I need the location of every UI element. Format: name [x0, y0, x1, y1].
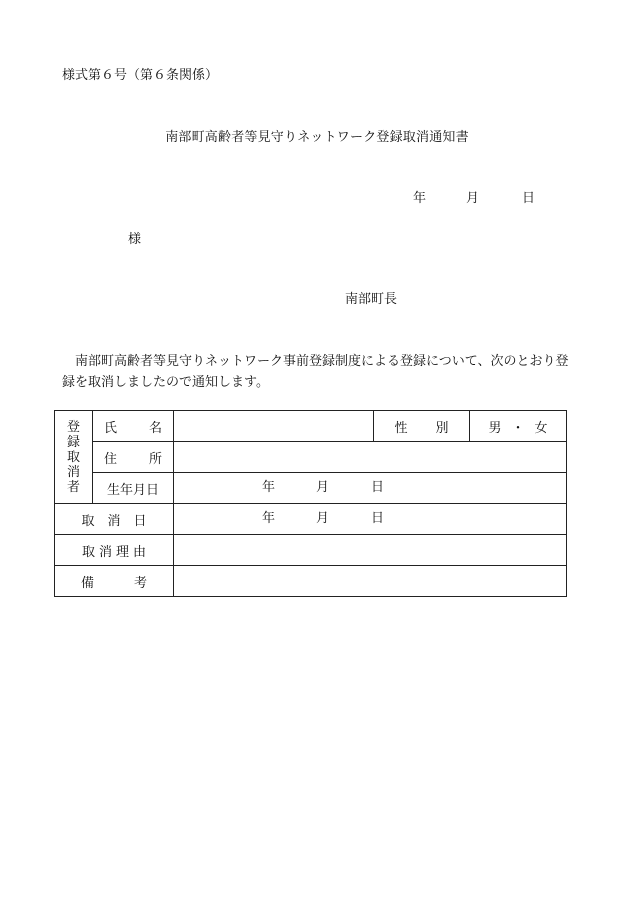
cancel-date-field[interactable]: 年 月 日	[174, 504, 567, 535]
remarks-field[interactable]	[174, 566, 567, 597]
table-row	[55, 535, 567, 566]
address-label: 住 所	[93, 442, 174, 473]
table-row	[55, 442, 567, 473]
name-field[interactable]	[174, 411, 374, 442]
cancel-reason-label: 取 消 理 由	[55, 535, 174, 566]
sender-name: 南部町長	[345, 292, 398, 307]
issue-date-day: 日	[522, 191, 536, 206]
addressee-honorific: 様	[128, 232, 142, 247]
issue-date-month: 月	[466, 191, 480, 206]
birthdate-field[interactable]: 年 月 日	[174, 473, 567, 504]
gender-label: 性 別	[374, 411, 470, 442]
form-number: 様式第６号（第６条関係）	[62, 68, 219, 83]
remarks-label: 備 考	[55, 566, 174, 597]
birthdate-label: 生年月日	[93, 473, 174, 504]
table-row	[55, 566, 567, 597]
cancel-date-label: 取 消 日	[55, 504, 174, 535]
table-row	[55, 473, 567, 504]
table-row	[55, 504, 567, 535]
gender-options[interactable]: 男 ・ 女	[470, 411, 567, 442]
name-label: 氏 名	[93, 411, 174, 442]
notice-body-text: 南部町高齢者等見守りネットワーク事前登録制度による登録について、次のとおり登録を取消しましたので通知します。	[62, 354, 569, 390]
table-row	[55, 411, 567, 442]
cancel-reason-field[interactable]	[174, 535, 567, 566]
registration-cancellation-table	[54, 410, 567, 597]
issue-date-year: 年	[413, 191, 427, 206]
address-field[interactable]	[174, 442, 567, 473]
document-title: 南部町高齢者等見守りネットワーク登録取消通知書	[165, 130, 469, 145]
registrant-group-label: 登 録 取 消 者	[55, 411, 93, 504]
